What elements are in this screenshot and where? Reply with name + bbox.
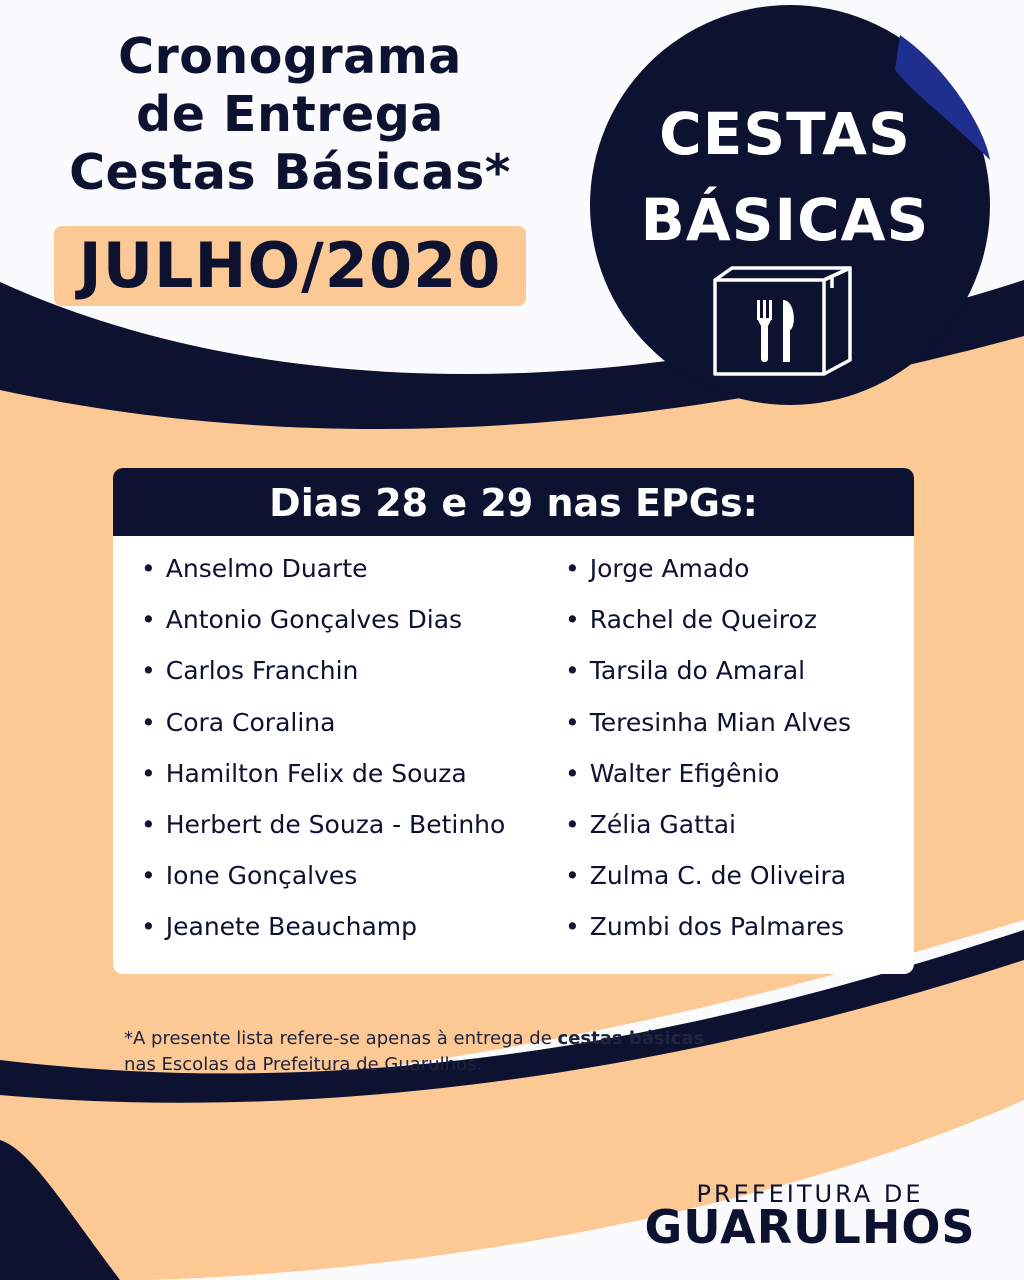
page-title xyxy=(40,28,540,202)
badge-line-1: CESTAS xyxy=(659,100,911,168)
month-badge: JULHO/2020 xyxy=(54,226,526,306)
bullet: • xyxy=(565,861,580,891)
school-name: Antonio Gonçalves Dias xyxy=(165,605,463,635)
school-list-left xyxy=(141,554,505,964)
bullet: • xyxy=(141,809,156,839)
school-name: Tarsila do Amaral xyxy=(589,656,806,686)
footnote xyxy=(124,1026,824,1078)
title-line-1: Cronograma xyxy=(118,28,462,85)
logo-line-1: PREFEITURA DE xyxy=(696,1180,924,1208)
bullet: • xyxy=(141,758,156,788)
school-name: Ione Gonçalves xyxy=(165,861,358,891)
bullet: • xyxy=(141,707,156,737)
school-name: Rachel de Queiroz xyxy=(589,605,817,635)
school-name: Walter Efigênio xyxy=(589,758,780,788)
school-list-item xyxy=(565,605,851,656)
logo-line-2: GUARULHOS xyxy=(644,1200,976,1254)
bullet: • xyxy=(565,912,580,942)
school-list-item xyxy=(141,656,505,707)
school-name: Jeanete Beauchamp xyxy=(165,912,418,942)
bullet: • xyxy=(565,656,580,686)
badge-line-2: BÁSICAS xyxy=(640,186,930,254)
school-list-item xyxy=(565,810,851,861)
school-list-item xyxy=(565,656,851,707)
bullet: • xyxy=(141,861,156,891)
school-list-item xyxy=(565,708,851,759)
bullet: • xyxy=(141,554,156,583)
footnote-text: *A presente lista refere-se apenas à entrega de xyxy=(124,1028,558,1049)
bullet: • xyxy=(565,758,580,788)
school-list-item xyxy=(565,912,851,963)
school-name: Jorge Amado xyxy=(589,554,750,583)
school-name: Anselmo Duarte xyxy=(165,554,368,583)
bullet: • xyxy=(565,605,580,635)
footnote-text-2: nas Escolas da Prefeitura de Guarulhos. xyxy=(124,1054,483,1075)
school-name: Zélia Gattai xyxy=(589,809,736,839)
school-list-item xyxy=(565,759,851,810)
bullet: • xyxy=(565,809,580,839)
schedule-heading: Dias 28 e 29 nas EPGs: xyxy=(113,468,914,536)
school-list-item xyxy=(141,759,505,810)
school-name: Cora Coralina xyxy=(165,707,336,737)
schedule-card xyxy=(113,468,914,974)
school-list-item xyxy=(141,554,505,605)
school-name: Teresinha Mian Alves xyxy=(589,707,852,737)
school-list-right xyxy=(565,554,851,964)
school-name: Zulma C. de Oliveira xyxy=(589,861,847,891)
school-list-item xyxy=(141,861,505,912)
bullet: • xyxy=(141,605,156,635)
bullet: • xyxy=(565,554,580,583)
title-line-2: de Entrega xyxy=(136,86,444,143)
school-name: Carlos Franchin xyxy=(165,656,359,686)
bullet: • xyxy=(141,912,156,942)
school-list-item xyxy=(141,810,505,861)
school-name: Zumbi dos Palmares xyxy=(589,912,844,942)
school-list-item xyxy=(141,912,505,963)
bullet: • xyxy=(565,707,580,737)
bullet: • xyxy=(141,656,156,686)
food-box-icon xyxy=(712,266,854,378)
school-name: Hamilton Felix de Souza xyxy=(165,758,467,788)
school-list-item xyxy=(141,605,505,656)
school-list-item xyxy=(565,861,851,912)
school-name: Herbert de Souza - Betinho xyxy=(165,809,506,839)
school-list-item xyxy=(141,708,505,759)
footnote-bold: cestas básicas xyxy=(557,1028,705,1049)
title-line-3: Cestas Básicas* xyxy=(69,144,511,201)
school-list-item xyxy=(565,554,851,605)
